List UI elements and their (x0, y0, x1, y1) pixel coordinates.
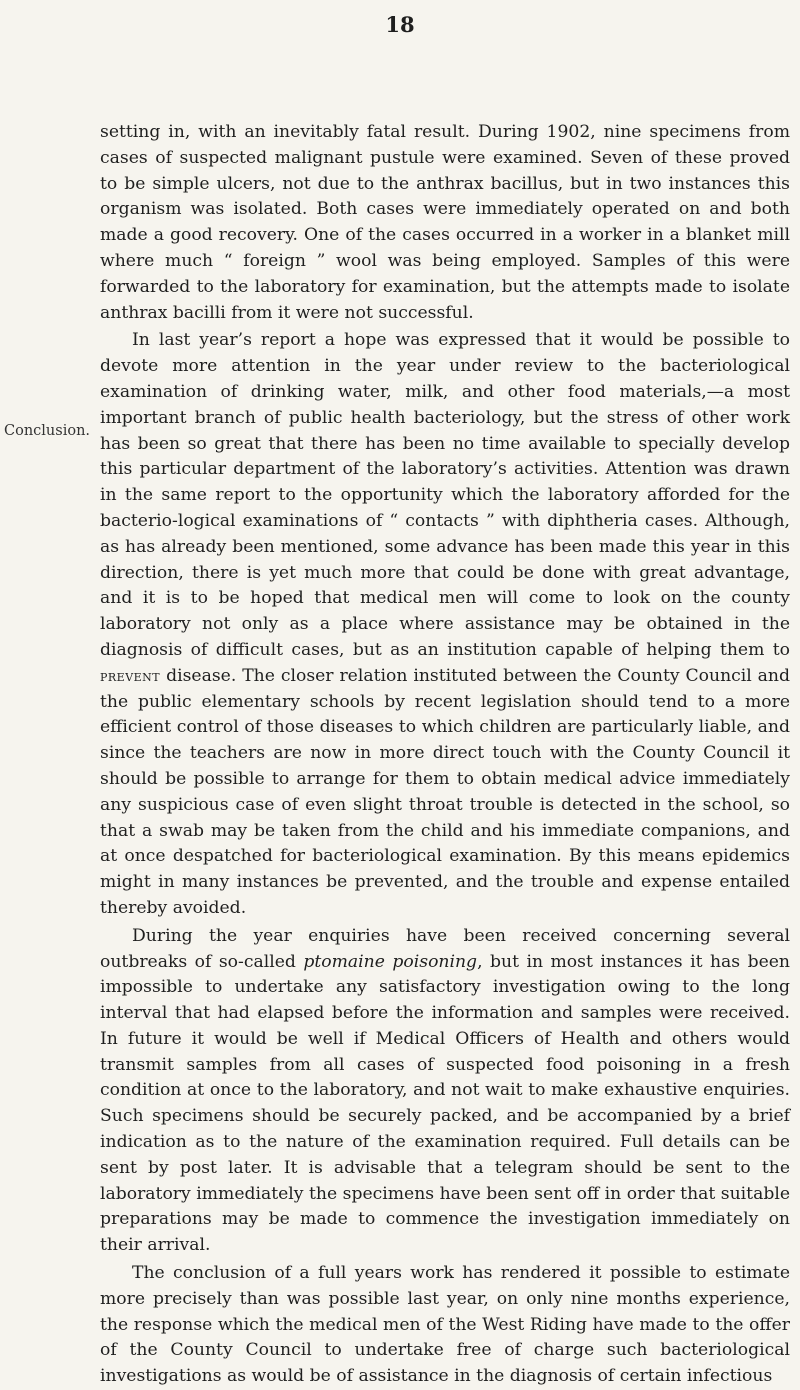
italic-ptomaine-poisoning: ptomaine poisoning (303, 951, 478, 972)
paragraph-food-poisoning-text-b: , but in most instances it has been impossible to undertake any satisfactory investigation owing to the long interval that had elapsed before the information and samples were received. In future it would be well if Medical Officers of Health and others would transmit samples from all cases of suspected food poisoning in a fresh condition at once to the laboratory, and not wait to make exhaustive enquiries. Such specimens should be securely packed, and be accompanied by a brief indication as to the nature of the examination required. Full details can be sent by post later. It is advisable that a telegram should be sent to the laboratory immediately the specimens have been sent off in order that suitable preparations may be made to commence the investigation immediately on their arrival. (100, 951, 790, 1256)
body-text (100, 120, 790, 1390)
emphasis-prevent: prevent (100, 666, 161, 685)
paragraph-conclusion-text-b: disease. The closer relation instituted between the County Council and the public elementary schools by recent legislation should tend to a more efficient control of those diseases to which children are particularly liable, and since the teachers are now in more direct touch with the County Council it should be possible to arrange for them to obtain medical advice immediately any suspicious case of even slight throat trouble is detected in the school, so that a swab may be taken from the child and his immediate companions, and at once despatched for bacteriological examination. By this means epidemics might in many instances be prevented, and the trouble and expense entailed thereby avoided. (100, 665, 791, 918)
margin-note-conclusion: Conclusion. (4, 423, 91, 439)
paragraph-food-poisoning (100, 924, 790, 1259)
paragraph-conclusion-text-a: In last year’s report a hope was expressed that it would be possible to devote more attention in the year under review to the bacteriological examination of drinking water, milk, and other food materials,—a most important branch of public health bacteriology, but the stress of other work has been so great that there has been no time available to specially develop this particular department of the laboratory’s activities. Attention was drawn in the same report to the opportunity which the laboratory afforded for the bacterio-logical examinations of “ contacts ” with diphtheria cases. Although, as has already been mentioned, some advance has been made this year in this direction, there is yet much more that could be done with great advantage, and it is to be hoped that medical men will come to look on the county laboratory not only as a place where assistance may be obtained in the diagnosis of difficult cases, but as an institution capable of helping them to (100, 330, 790, 660)
paragraph-full-year: The conclusion of a full years work has rendered it possible to estimate more precisely than was possible last year, on only nine months experience, the response which the medical men of the West Riding have made to the offer of the County Council to undertake free of charge such bacteriological investigations as would be of assistance in the diagnosis of certain infectious (100, 1263, 790, 1387)
paragraph-conclusion (100, 328, 790, 921)
page-number: 18 (385, 12, 415, 37)
paragraph-food-poisoning-text-a: During the year enquiries have been received concerning several outbreaks of so-called (100, 925, 790, 972)
paragraph-anthrax: setting in, with an inevitably fatal result. During 1902, nine specimens from cases of suspected malignant pustule were examined. Seven of these proved to be simple ulcers, not due to the anthrax bacillus, but in two instances this organism was isolated. Both cases were immediately operated on and both made a good recovery. One of the cases occurred in a worker in a blanket mill where much “ foreign ” wool was being employed. Samples of this were forwarded to the laboratory for examination, but the attempts made to isolate anthrax bacilli from it were not successful. (100, 122, 790, 323)
